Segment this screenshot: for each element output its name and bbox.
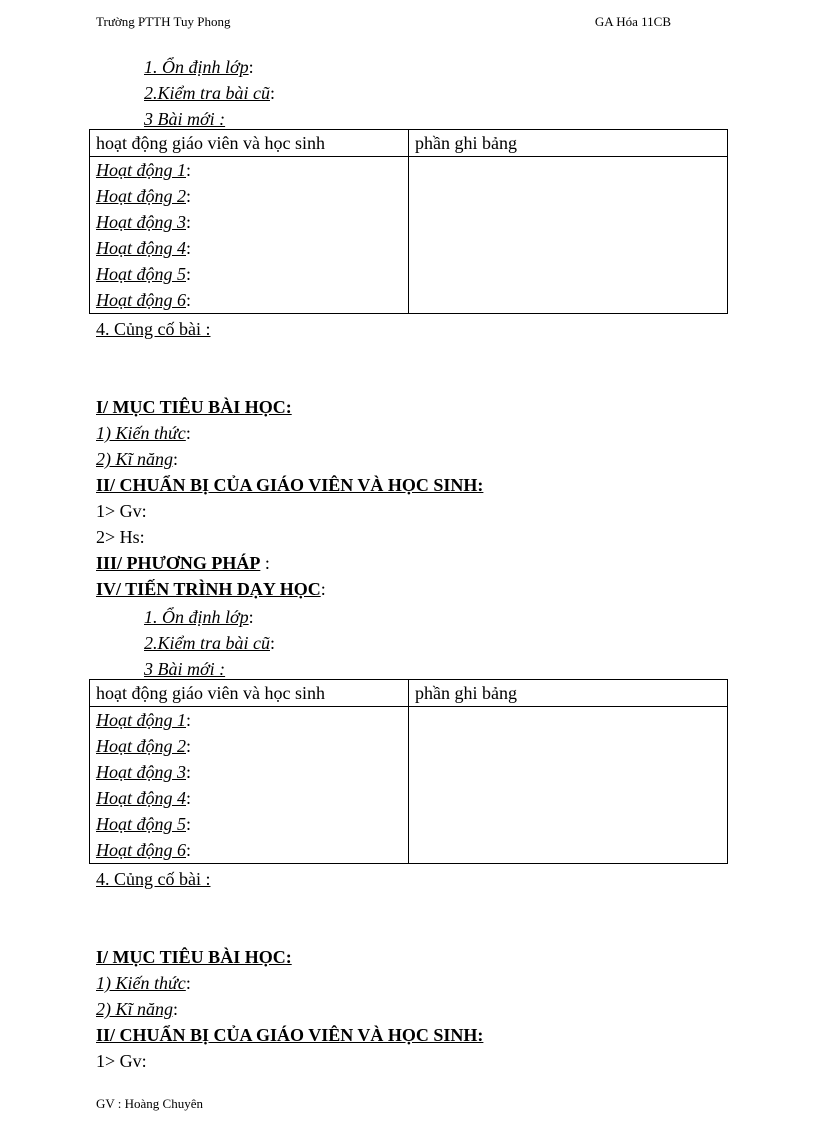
activity-item: Hoạt động 5: [96,814,192,834]
step-stabilize: 1. Ổn định lớp: [144,607,254,627]
objectives-heading: I/ MỤC TIÊU BÀI HỌC: [96,397,292,417]
activity-item: Hoạt động 4: [96,788,192,808]
process-heading: IV/ TIẾN TRÌNH DẠY HỌC: [96,579,326,599]
teacher-prep: 1> Gv: [96,501,147,521]
activity-item: Hoạt động 4: [96,238,192,258]
activities-cell [90,157,409,314]
knowledge-line: 1) Kiến thức: [96,423,191,443]
knowledge-line: 1) Kiến thức: [96,973,191,993]
col-board-header: phần ghi bảng [409,130,728,157]
step-review: 2.Kiểm tra bài cũ: [144,83,276,103]
page-footer [96,1096,203,1112]
objectives-heading: I/ MỤC TIÊU BÀI HỌC: [96,947,292,967]
skills-line: 2) Kĩ năng: [96,449,179,469]
activity-item: Hoạt động 3: [96,212,192,232]
activity-item: Hoạt động 6: [96,840,192,860]
activities-cell [90,707,409,864]
col-board-header: phần ghi bảng [409,680,728,707]
preparation-heading: II/ CHUẨN BỊ CỦA GIÁO VIÊN VÀ HỌC SINH: [96,475,484,495]
board-cell [409,157,728,314]
step-new-lesson: 3 Bài mới : [144,659,226,679]
activity-item: Hoạt động 6: [96,290,192,310]
step-review: 2.Kiểm tra bài cũ: [144,633,276,653]
step-new-lesson: 3 Bài mới : [144,109,226,129]
activity-item: Hoạt động 3: [96,762,192,782]
document-title: GA Hóa 11CB [594,14,671,29]
step-stabilize: 1. Ổn định lớp: [144,57,254,77]
consolidate-heading: 4. Củng cố bài : [96,869,211,889]
student-prep: 2> Hs: [96,527,145,547]
lesson-table [89,129,728,314]
consolidate-heading: 4. Củng cố bài : [96,319,211,339]
activity-item: Hoạt động 5: [96,264,192,284]
lesson-table [89,679,728,864]
activity-item: Hoạt động 1: [96,160,192,180]
col-activities-header: hoạt động giáo viên và học sinh [90,130,409,157]
skills-line: 2) Kĩ năng: [96,999,179,1019]
board-cell [409,707,728,864]
preparation-heading: II/ CHUẨN BỊ CỦA GIÁO VIÊN VÀ HỌC SINH: [96,1025,484,1045]
method-heading: III/ PHƯƠNG PHÁP : [96,553,270,573]
col-activities-header: hoạt động giáo viên và học sinh [90,680,409,707]
school-name: Trường PTTH Tuy Phong [96,14,231,29]
activity-item: Hoạt động 2: [96,186,192,206]
activity-item: Hoạt động 2: [96,736,192,756]
teacher-prep: 1> Gv: [96,1051,147,1071]
teacher-name: GV : Hoàng Chuyên [96,1096,204,1111]
activity-item: Hoạt động 1: [96,710,192,730]
